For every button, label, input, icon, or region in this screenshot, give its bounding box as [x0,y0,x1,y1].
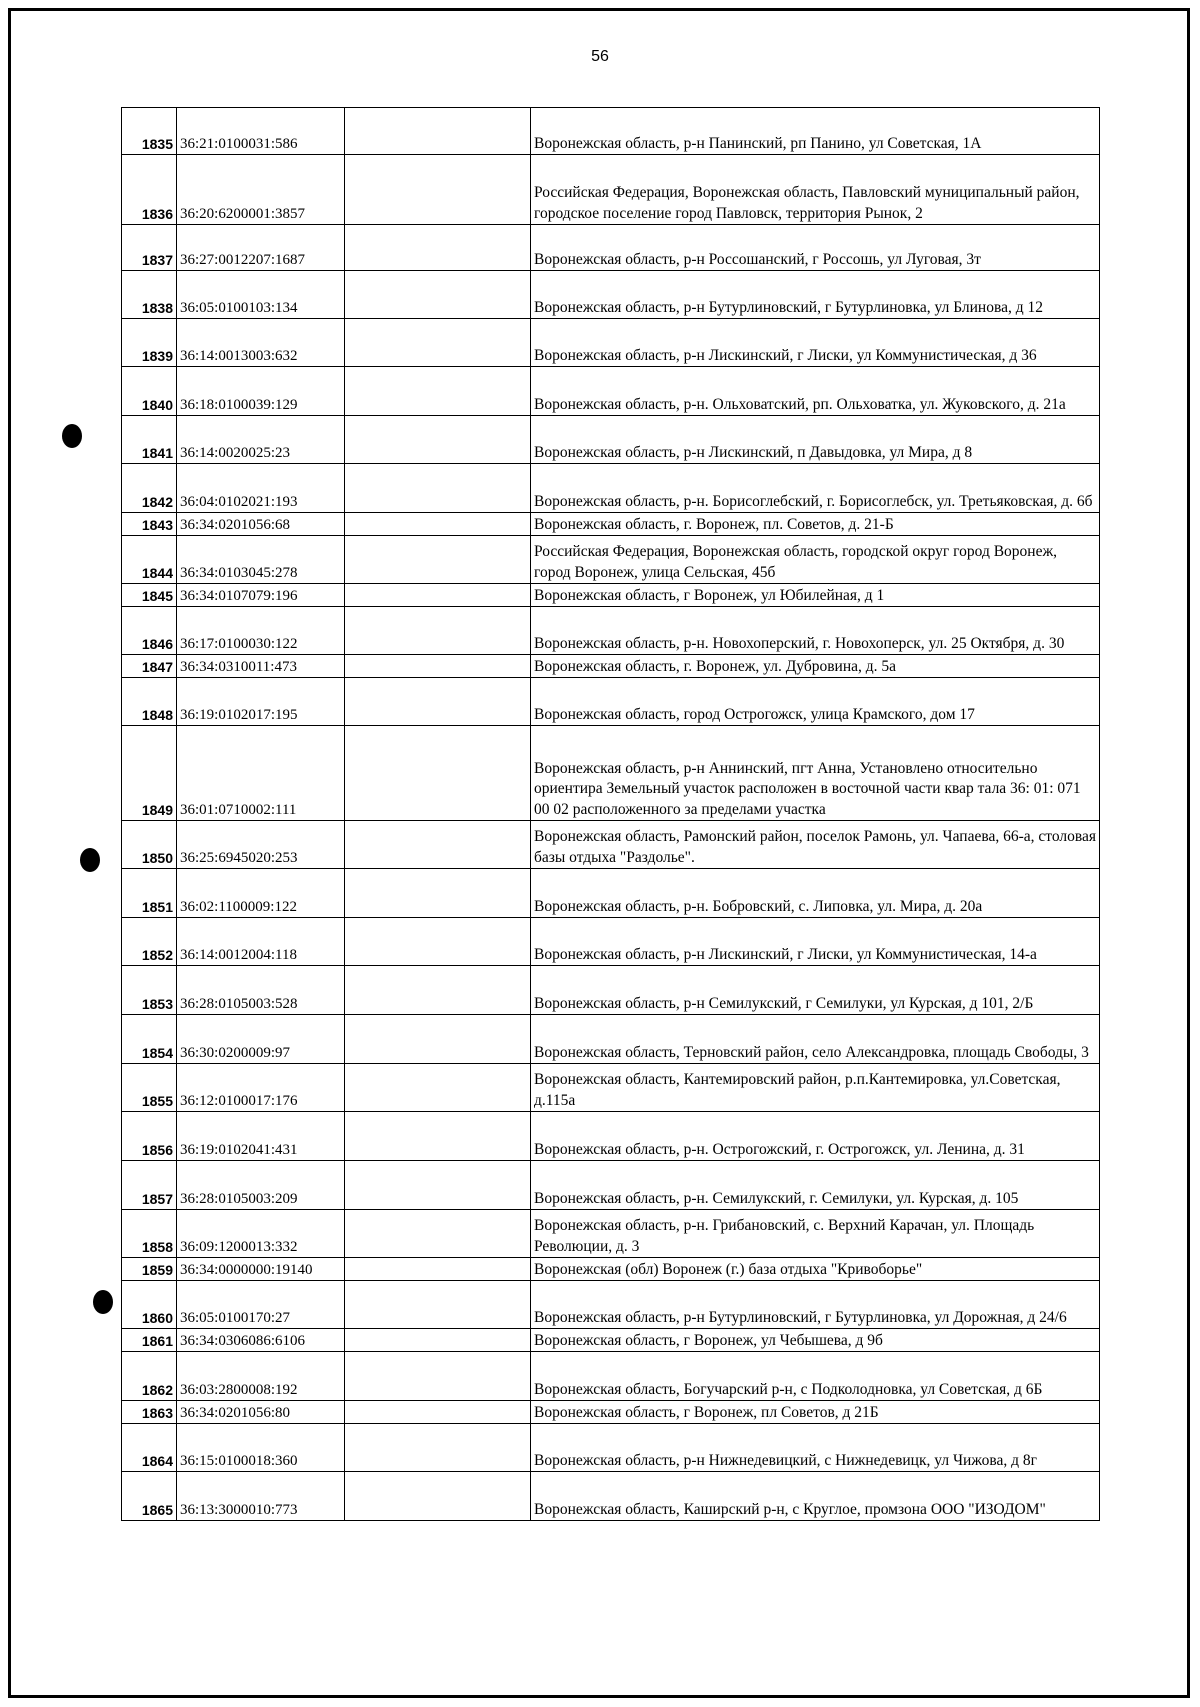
table-row [122,655,1100,678]
address-cell: Воронежская область, р-н Бутурлиновский, г Бутурлиновка, ул Дорожная, д 24/6 [531,1281,1100,1329]
cadastral-number: 36:27:0012207:1687 [177,225,345,271]
empty-cell [345,1424,531,1472]
cadastral-number: 36:05:0100170:27 [177,1281,345,1329]
empty-cell [345,869,531,918]
row-number: 1838 [122,271,177,319]
table-row [122,1161,1100,1210]
table-row [122,918,1100,966]
cadastral-number: 36:34:0000000:19140 [177,1258,345,1281]
row-number: 1850 [122,821,177,869]
table-row [122,1401,1100,1424]
empty-cell [345,1015,531,1064]
address-cell: Воронежская область, Рамонский район, поселок Рамонь, ул. Чапаева, 66-а, столовая базы отдыха "Раздолье". [531,821,1100,869]
empty-cell [345,726,531,821]
empty-cell [345,1064,531,1112]
row-number: 1856 [122,1112,177,1161]
address-cell: Воронежская область, Богучарский р-н, с Подколодновка, ул Советская, д 6Б [531,1352,1100,1401]
cadastral-number: 36:14:0012004:118 [177,918,345,966]
empty-cell [345,1112,531,1161]
address-cell: Воронежская (обл) Воронеж (г.) база отдыха "Кривоборье" [531,1258,1100,1281]
row-number: 1852 [122,918,177,966]
table-row [122,319,1100,367]
cadastral-number: 36:18:0100039:129 [177,367,345,416]
row-number: 1851 [122,869,177,918]
row-number: 1861 [122,1329,177,1352]
row-number: 1841 [122,416,177,464]
empty-cell [345,513,531,536]
cadastral-number: 36:34:0201056:80 [177,1401,345,1424]
row-number: 1846 [122,607,177,655]
table-row [122,367,1100,416]
row-number: 1862 [122,1352,177,1401]
cadastral-number: 36:04:0102021:193 [177,464,345,513]
address-cell: Воронежская область, р-н. Новохоперский, г. Новохоперск, ул. 25 Октября, д. 30 [531,607,1100,655]
cadastral-number: 36:25:6945020:253 [177,821,345,869]
empty-cell [345,918,531,966]
cadastral-number: 36:09:1200013:332 [177,1210,345,1258]
cadastral-number: 36:30:0200009:97 [177,1015,345,1064]
empty-cell [345,655,531,678]
table-row [122,1352,1100,1401]
empty-cell [345,108,531,155]
cadastral-number: 36:34:0103045:278 [177,536,345,584]
empty-cell [345,584,531,607]
address-cell: Воронежская область, р-н. Острогожский, г. Острогожск, ул. Ленина, д. 31 [531,1112,1100,1161]
address-cell: Воронежская область, г Воронеж, пл Советов, д 21Б [531,1401,1100,1424]
empty-cell [345,1210,531,1258]
table-row [122,416,1100,464]
table-row [122,869,1100,918]
address-cell: Воронежская область, р-н. Ольховатский, рп. Ольховатка, ул. Жуковского, д. 21а [531,367,1100,416]
cadastral-number: 36:28:0105003:209 [177,1161,345,1210]
cadastral-number: 36:34:0306086:6106 [177,1329,345,1352]
row-number: 1853 [122,966,177,1015]
empty-cell [345,1281,531,1329]
table-row [122,726,1100,821]
empty-cell [345,271,531,319]
empty-cell [345,678,531,726]
cadastral-number: 36:28:0105003:528 [177,966,345,1015]
row-number: 1860 [122,1281,177,1329]
table-row [122,1472,1100,1521]
row-number: 1844 [122,536,177,584]
address-cell: Воронежская область, р-н. Грибановский, с. Верхний Карачан, ул. Площадь Революции, д. 3 [531,1210,1100,1258]
address-cell: Воронежская область, р-н Лискинский, г Лиски, ул Коммунистическая, 14-а [531,918,1100,966]
table-row [122,108,1100,155]
registry-table-body [122,108,1100,1521]
address-cell: Воронежская область, г Воронеж, ул Юбилейная, д 1 [531,584,1100,607]
cadastral-number: 36:19:0102017:195 [177,678,345,726]
table-row [122,1210,1100,1258]
row-number: 1839 [122,319,177,367]
empty-cell [345,1352,531,1401]
address-cell: Воронежская область, р-н Лискинский, г Лиски, ул Коммунистическая, д 36 [531,319,1100,367]
cadastral-number: 36:12:0100017:176 [177,1064,345,1112]
table-row [122,513,1100,536]
table-row [122,464,1100,513]
empty-cell [345,464,531,513]
empty-cell [345,367,531,416]
empty-cell [345,966,531,1015]
cadastral-number: 36:21:0100031:586 [177,108,345,155]
address-cell: Воронежская область, р-н Панинский, рп Панино, ул Советская, 1А [531,108,1100,155]
address-cell: Воронежская область, р-н Нижнедевицкий, с Нижнедевицк, ул Чижова, д 8г [531,1424,1100,1472]
page-number: 56 [591,48,609,65]
empty-cell [345,1258,531,1281]
address-cell: Воронежская область, р-н Аннинский, пгт Анна, Установлено относительно ориентира Земельный участок расположен в восточной части квар тала 36: 01: 071 00 02 расположенного за пределами участка [531,726,1100,821]
address-cell: Российская Федерация, Воронежская область, Павловский муниципальный район, городское поселение город Павловск, территория Рынок, 2 [531,155,1100,225]
table-row [122,1329,1100,1352]
cadastral-number: 36:01:0710002:111 [177,726,345,821]
row-number: 1858 [122,1210,177,1258]
punch-hole-mark [80,848,100,872]
cadastral-number: 36:13:3000010:773 [177,1472,345,1521]
row-number: 1857 [122,1161,177,1210]
registry-table [121,107,1100,1521]
table-row [122,607,1100,655]
punch-hole-mark [93,1290,113,1314]
cadastral-number: 36:20:6200001:3857 [177,155,345,225]
address-cell: Воронежская область, город Острогожск, улица Крамского, дом 17 [531,678,1100,726]
table-row [122,1281,1100,1329]
table-row [122,1424,1100,1472]
cadastral-number: 36:34:0107079:196 [177,584,345,607]
row-number: 1845 [122,584,177,607]
cadastral-number: 36:17:0100030:122 [177,607,345,655]
cadastral-number: 36:19:0102041:431 [177,1112,345,1161]
row-number: 1854 [122,1015,177,1064]
cadastral-number: 36:15:0100018:360 [177,1424,345,1472]
address-cell: Воронежская область, р-н Россошанский, г Россошь, ул Луговая, 3т [531,225,1100,271]
table-row [122,536,1100,584]
address-cell: Воронежская область, р-н. Борисоглебский, г. Борисоглебск, ул. Третьяковская, д. 6б [531,464,1100,513]
empty-cell [345,1329,531,1352]
cadastral-number: 36:14:0013003:632 [177,319,345,367]
table-row [122,271,1100,319]
address-cell: Воронежская область, р-н. Семилукский, г. Семилуки, ул. Курская, д. 105 [531,1161,1100,1210]
cadastral-number: 36:02:1100009:122 [177,869,345,918]
address-cell: Воронежская область, Кантемировский район, р.п.Кантемировка, ул.Советская, д.115а [531,1064,1100,1112]
empty-cell [345,536,531,584]
table-row [122,821,1100,869]
table-row [122,1258,1100,1281]
table-row [122,1112,1100,1161]
cadastral-number: 36:34:0201056:68 [177,513,345,536]
empty-cell [345,1472,531,1521]
table-row [122,966,1100,1015]
empty-cell [345,1401,531,1424]
empty-cell [345,319,531,367]
table-row [122,584,1100,607]
cadastral-number: 36:14:0020025:23 [177,416,345,464]
empty-cell [345,821,531,869]
row-number: 1835 [122,108,177,155]
row-number: 1848 [122,678,177,726]
row-number: 1865 [122,1472,177,1521]
address-cell: Российская Федерация, Воронежская область, городской округ город Воронеж, город Воронеж, улица Сельская, 45б [531,536,1100,584]
table-row [122,155,1100,225]
cadastral-number: 36:05:0100103:134 [177,271,345,319]
row-number: 1843 [122,513,177,536]
row-number: 1863 [122,1401,177,1424]
empty-cell [345,225,531,271]
address-cell: Воронежская область, Каширский р-н, с Круглое, промзона ООО "ИЗОДОМ" [531,1472,1100,1521]
table-row [122,1064,1100,1112]
address-cell: Воронежская область, р-н Бутурлиновский, г Бутурлиновка, ул Блинова, д 12 [531,271,1100,319]
address-cell: Воронежская область, г Воронеж, ул Чебышева, д 9б [531,1329,1100,1352]
cadastral-number: 36:34:0310011:473 [177,655,345,678]
table-row [122,678,1100,726]
row-number: 1837 [122,225,177,271]
empty-cell [345,155,531,225]
row-number: 1836 [122,155,177,225]
empty-cell [345,1161,531,1210]
address-cell: Воронежская область, г. Воронеж, ул. Дубровина, д. 5а [531,655,1100,678]
punch-hole-mark [62,424,82,448]
empty-cell [345,607,531,655]
row-number: 1842 [122,464,177,513]
row-number: 1847 [122,655,177,678]
address-cell: Воронежская область, г. Воронеж, пл. Советов, д. 21-Б [531,513,1100,536]
table-row [122,1015,1100,1064]
row-number: 1855 [122,1064,177,1112]
row-number: 1864 [122,1424,177,1472]
cadastral-number: 36:03:2800008:192 [177,1352,345,1401]
address-cell: Воронежская область, р-н. Бобровский, с. Липовка, ул. Мира, д. 20а [531,869,1100,918]
row-number: 1840 [122,367,177,416]
row-number: 1859 [122,1258,177,1281]
table-row [122,225,1100,271]
address-cell: Воронежская область, р-н Лискинский, п Давыдовка, ул Мира, д 8 [531,416,1100,464]
address-cell: Воронежская область, р-н Семилукский, г Семилуки, ул Курская, д 101, 2/Б [531,966,1100,1015]
row-number: 1849 [122,726,177,821]
empty-cell [345,416,531,464]
address-cell: Воронежская область, Терновский район, село Александровка, площадь Свободы, 3 [531,1015,1100,1064]
